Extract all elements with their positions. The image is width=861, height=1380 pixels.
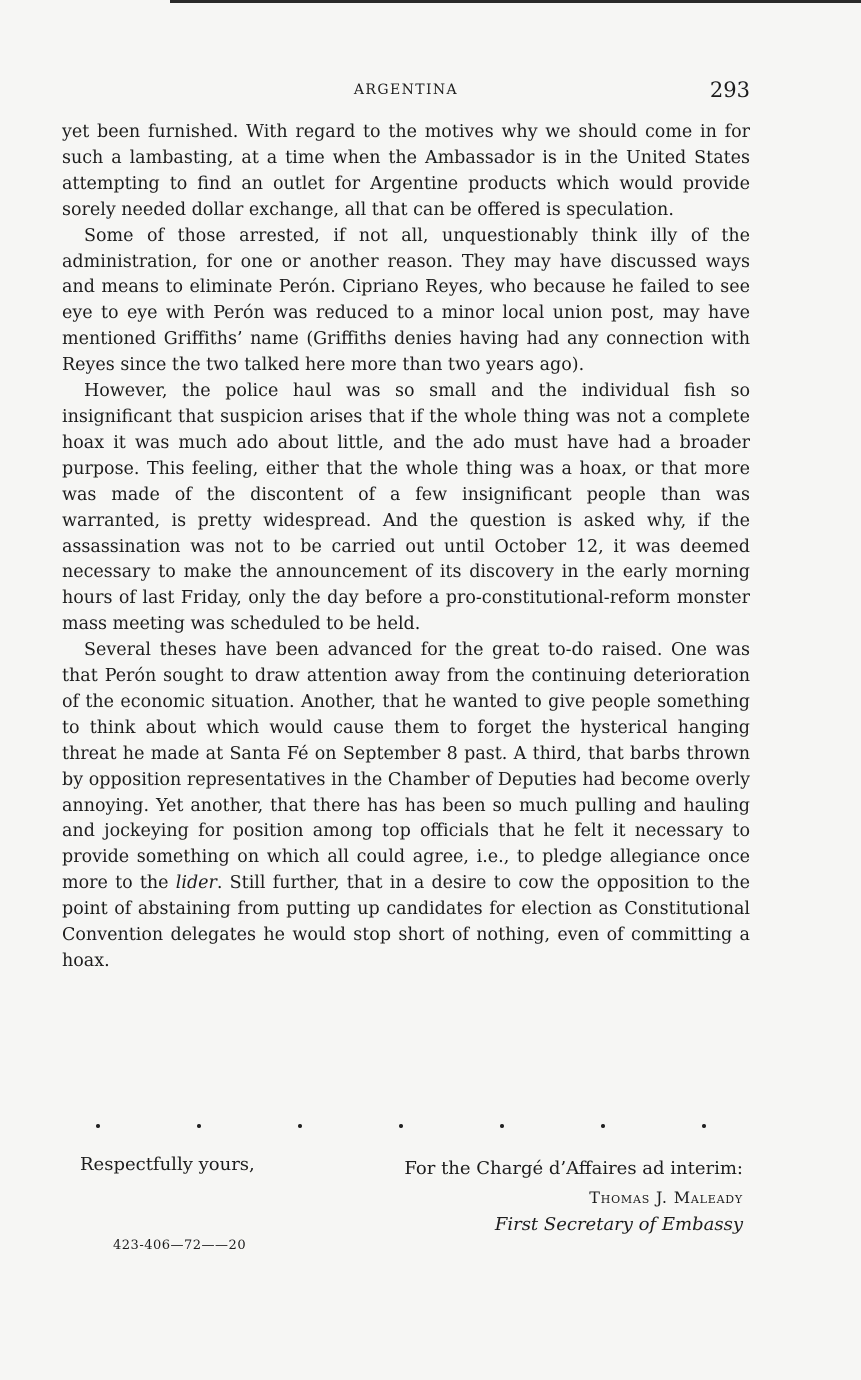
paragraph-text: . Still further, that in a desire to cow the opposition to the point of abstaining from putting up candidates for election as Constitutional Convention delegates he would stop short of nothing, even of committing a hoax. [62,873,750,971]
ellipsis-row [96,1124,706,1128]
signature-block [404,1154,743,1238]
paragraph [62,638,750,975]
running-head: ARGENTINA [353,82,459,98]
paragraph-text: Several theses have been advanced for the great to-do raised. One was that Perón sought to draw attention away from the continuing deterioration of the economic situation. Another, that he wanted to give people something to think about which would cause them to forget the hysterical hanging threat he made at Santa Fé on September 8 past. A third, that barbs thrown by opposition representatives in the Chamber of Deputies had become overly annoying. Yet another, that there has has been so much pulling and hauling and jockeying for position among top officials that he felt it necessary to provide something on which all could agree, i.e., to pledge allegiance once more to the [62,640,750,894]
ellipsis-dot [702,1124,706,1128]
ellipsis-dot [399,1124,403,1128]
paragraph: However, the police haul was so small and the individual fish so insignificant that suspicion arises that if the whole thing was not a complete hoax it was much ado about little, and the ado must have had a broader purpose. This feeling, either that the whole thing was a hoax, or that more was made of the discontent of a few insignificant people than was warranted, is pretty widespread. And the question is asked why, if the assassination was not to be carried out until October 12, it was deemed necessary to make the announcement of its discovery in the early morning hours of last Friday, only the day before a pro-constitutional-reform monster mass meeting was scheduled to be held. [62,381,750,635]
paragraph: Some of those arrested, if not all, unquestionably think illy of the administration, for one or another reason. They may have discussed ways and means to eliminate Perón. Cipriano Reyes, who because he failed to see eye to eye with Perón was reduced to a minor local union post, may have mentioned Griffiths’ name (Griffiths denies having had any connection with Reyes since the two talked here more than two years ago). [62,225,750,376]
signer-name: Thomas J. Maleady [589,1188,743,1207]
paragraph: yet been furnished. With regard to the motives why we should come in for such a lambasting, at a time when the Ambassador is in the United States attempting to find an outlet for Argentine products which would provide sorely needed dollar exchange, all that can be offered is speculation. [62,122,750,220]
ellipsis-dot [601,1124,605,1128]
page-number: 293 [709,78,750,102]
ellipsis-dot [298,1124,302,1128]
page-header [62,78,750,108]
print-code: 423-406—72——20 [113,1238,247,1253]
closing-salutation: Respectfully yours, [80,1154,255,1175]
body-text [62,120,750,975]
on-behalf-line: For the Chargé d’Affaires ad interim: [404,1158,743,1179]
ellipsis-dot [197,1124,201,1128]
signer-title: First Secretary of Embassy [494,1214,743,1235]
ellipsis-dot [96,1124,100,1128]
italic-term: lider [175,873,217,894]
top-rule [170,0,861,3]
ellipsis-dot [500,1124,504,1128]
